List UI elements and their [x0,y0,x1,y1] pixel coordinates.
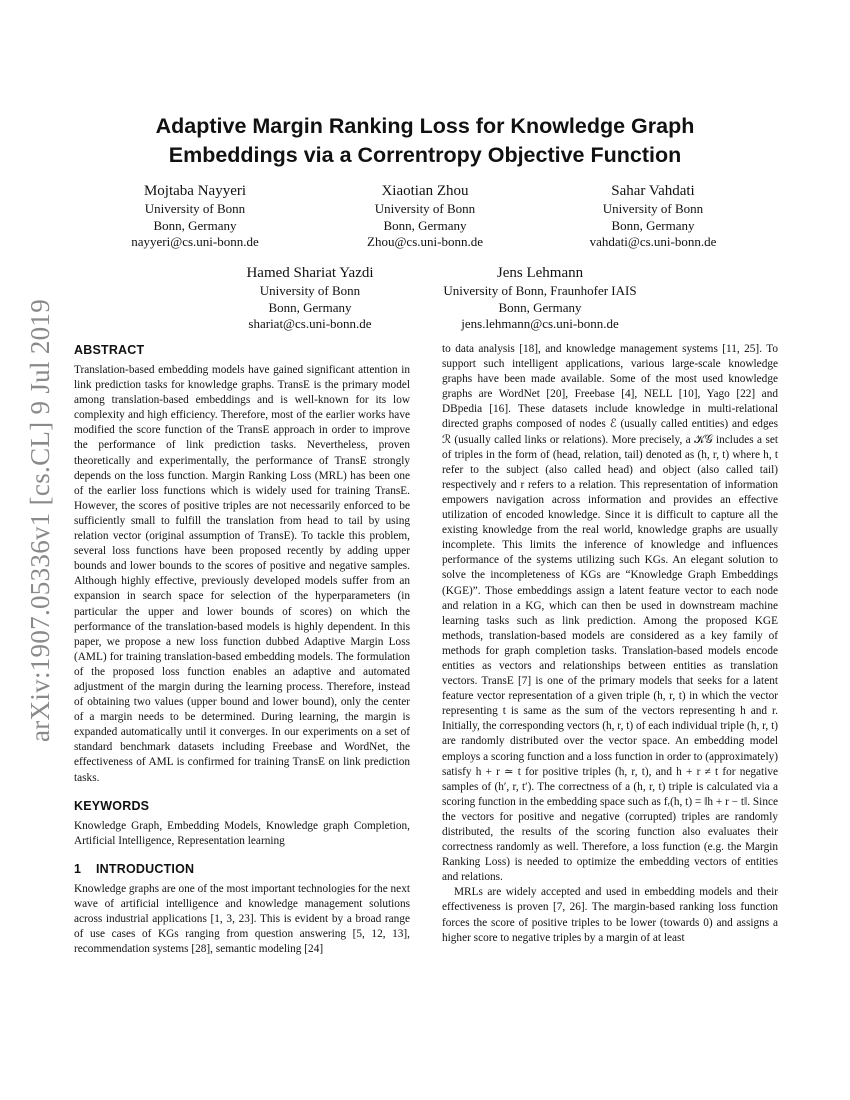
author-email: vahdati@cs.uni-bonn.de [589,234,717,249]
author-email: shariat@cs.uni-bonn.de [248,316,372,331]
section-title: INTRODUCTION [96,861,195,876]
author-affiliation: University of Bonn, Fraunhofer IAIS [443,283,637,298]
author-block-3 [553,181,753,251]
author-block-1 [95,181,295,251]
author-block-5 [420,263,660,333]
introduction-text-left: Knowledge graphs are one of the most important technologies for the next wave of artificial intelligence and knowledge management solutions across industrial applications [1, 3, 23]. This is evident by a broad range of use cases of KGs ranging from question answering [5, 12, 13], recommendation systems [28], semantic modeling [24] [74,882,410,956]
author-affiliation: University of Bonn [259,283,361,298]
section-number: 1 [74,861,82,876]
author-email: nayyeri@cs.uni-bonn.de [131,234,259,249]
author-name: Xiaotian Zhou [381,183,469,199]
author-name: Mojtaba Nayyeri [143,183,247,199]
abstract-text: Translation-based embedding models have gained significant attention in link prediction tasks for knowledge graphs. TransE is the primary model among translation-based embeddings and is well-known for its low complexity and high efficiency. Therefore, most of the earlier works have modified the score function of the TransE approach in order to improve the performance of link prediction tasks. Nevertheless, proven theoretically and experimentally, the performance of TransE strongly depends on the loss function. Margin Ranking Loss (MRL) has been one of the earlier loss functions which is widely used for training TransE. However, the scores of positive triples are not necessarily enforced to be sufficiently small to fulfill the translation from head to tail by using relation vector (original assumption of TransE). To tackle this problem, several loss functions have been proposed recently by adding upper bounds and lower bounds to the scores of positive and negative samples. Although highly effective, previously developed models suffer from an expansion in search space for selection of the hyperparameters (in particular the upper and lower bounds of scores) on which the performance of the translation-based models is highly dependent. In this paper, we propose a new loss function dubbed Adaptive Margin Loss (AML) for training translation-based embedding models. The formulation of the proposed loss function enables an adaptive and automated adjustment of the margin during the learning process. Therefore, instead of obtaining two values (upper bound and lower bound), only the center of a margin needs to be determined. During learning, the margin is expanded automatically until it converges. In our experiments on a set of standard benchmark datasets including Freebase and WordNet, the effectiveness of AML is confirmed for training TransE on link prediction tasks. [74,364,410,784]
introduction-heading [74,861,410,878]
author-name: Jens Lehmann [496,265,584,281]
author-name: Hamed Shariat Yazdi [246,265,374,281]
author-affiliation: University of Bonn [374,201,476,216]
author-location: Bonn, Germany [153,217,237,233]
author-name: Sahar Vahdati [611,183,695,199]
author-location: Bonn, Germany [498,299,582,315]
right-column [442,342,778,946]
author-block-4 [210,263,410,333]
paper-title [100,112,750,170]
author-affiliation: University of Bonn [602,201,704,216]
paper-title-line-1: Adaptive Margin Ranking Loss for Knowledge Graph [155,114,695,138]
introduction-text-right: to data analysis [18], and knowledge management systems [11, 25]. To support such intelligent applications, various large-scale knowledge graphs have been made available. Some of the most used knowledge graphs are WordNet [20], Freebase [4], NELL [10], Yago [22] and DBpedia [16]. These datasets include knowledge in multi-relational directed graphs composed of nodes ℰ (usually called entities) and edges ℛ (usually called links or relations). More precisely, a 𝒦𝒢 includes a set of triples in the form of (head, relation, tail) denoted as (h, r, t) where h, t refer to the subject (also called head) and object (also called tail) respectively and r refers to a relation. This representation of information empowers navigation across information and provides an effective utilization of encoded knowledge. Since it is difficult to capture all the existing knowledge from the real world, knowledge graphs are usually incomplete. This limits the inference of knowledge and influences performance of the systems utilizing such KGs. An elegant solution to solve the incompleteness of KGs are “Knowledge Graph Embeddings (KGE)”. Those embeddings assign a latent feature vector to each node and relation in a KG, which can then be used in downstream machine learning tasks such as link prediction. Among the proposed KGE methods, translation-based models are considered as a key family of methods for graph completion tasks. Translation-based models encode entities as vectors and relationships between entities as translation vectors. TransE [7] is one of the primary models that seeks for a latent feature vector representation of a given triple (h, r, t) in which the vector representing t is same as the sum of the vectors representing h and r. Initially, the corresponding vectors (h, r, t) of each individual triple (h, r, t) are randomly distributed over the vector space. An embedding model employs a scoring function and a loss function in order to (approximately) satisfy h + r ≃ t for positive triples (h, r, t), and h + r ≠ t for negative samples of (h′, r, t′). The correctness of a (h, r, t) triple is calculated via a scoring function in the embedding space such as fᵣ(h, t) = ‖h + r − t‖. Since the vectors for positive and negative (corrupted) triples are randomly distributed, the results of the scoring function also evaluates their correctness randomly as well. Therefore, a loss function (e.g. the Margin Ranking Loss) is needed to optimize the embedding vectors of entities and relations. [442,343,778,884]
author-affiliation: University of Bonn [144,201,246,216]
arxiv-identifier-stamp [22,298,60,742]
author-block-2 [325,181,525,251]
abstract-heading: ABSTRACT [74,343,145,357]
introduction-text-right-paragraph-2: MRLs are widely accepted and used in embedding models and their effectiveness is proven [7, 26]. The margin-based ranking loss function forces the score of positive triples to be lower (towards 0) and assigns a higher score to negative triples by a margin of at least [442,886,778,944]
keywords-text: Knowledge Graph, Embedding Models, Knowledge graph Completion, Artificial Intelligence, Representation learning [74,819,410,847]
arxiv-identifier-text: arXiv:1907.05336v1 [cs.CL] 9 Jul 2019 [25,298,56,742]
author-location: Bonn, Germany [268,299,352,315]
author-email: Zhou@cs.uni-bonn.de [367,234,483,249]
author-location: Bonn, Germany [611,217,695,233]
author-email: jens.lehmann@cs.uni-bonn.de [461,316,619,331]
paper-title-line-2: Embeddings via a Correntropy Objective Function [168,143,682,167]
left-column [74,342,410,957]
keywords-heading: KEYWORDS [74,798,150,813]
author-location: Bonn, Germany [383,217,467,233]
